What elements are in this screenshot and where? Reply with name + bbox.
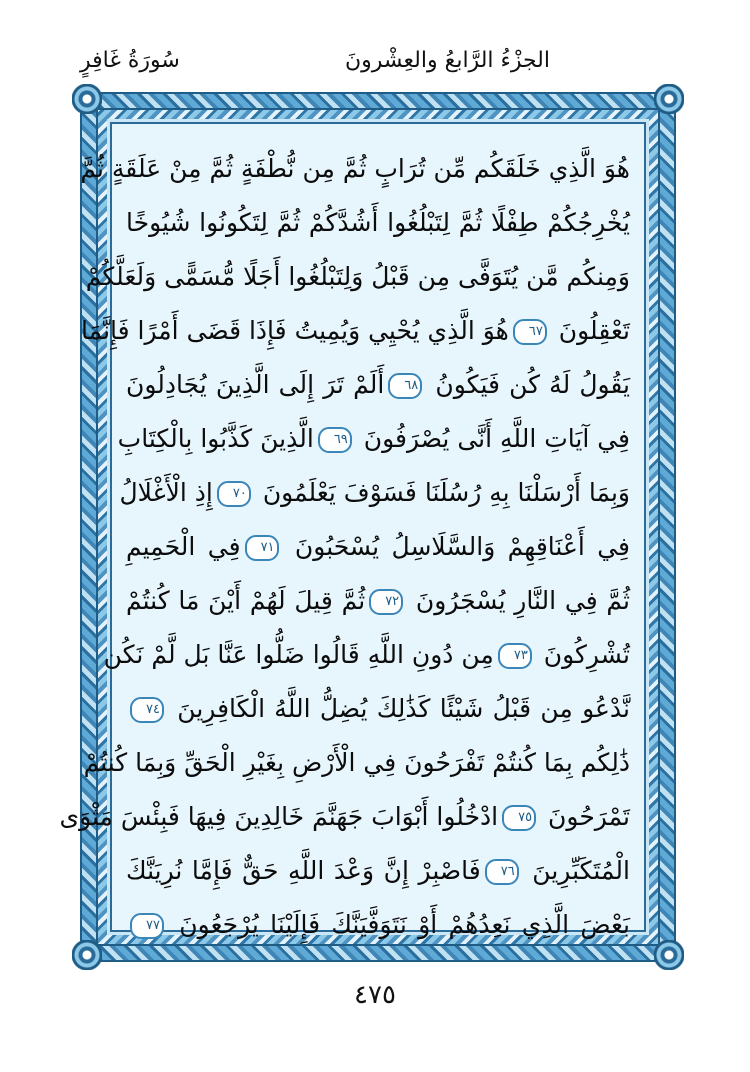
verse-line bbox=[126, 358, 630, 412]
ayah-number-marker: ٧٥ bbox=[502, 805, 536, 831]
verse-text-segment: تَمْرَحُونَ bbox=[540, 802, 630, 831]
page-number: ٤٧٥ bbox=[354, 980, 396, 1010]
verse-line bbox=[81, 304, 630, 358]
verse-line bbox=[83, 736, 630, 790]
verse-line bbox=[126, 520, 630, 574]
verse-text-segment: وَمِنكُم مَّن يُتَوَفَّى مِن قَبْلُ وَلِتَبْلُغُوا أَجَلًا مُّسَمًّى وَلَعَلَّكُمْ bbox=[85, 262, 630, 291]
ayah-number-marker: ٧٦ bbox=[485, 859, 519, 885]
ayah-number-marker: ٦٩ bbox=[318, 427, 352, 453]
ayah-number-marker: ٧٠ bbox=[217, 481, 251, 507]
ayah-number-marker: ٧٧ bbox=[130, 913, 164, 939]
ayah-number-marker: ٧١ bbox=[245, 535, 279, 561]
verse-text-segment: وَبِمَا أَرْسَلْنَا بِهِ رُسُلَنَا فَسَوْفَ يَعْلَمُونَ bbox=[254, 478, 630, 507]
verse-text-segment: يَقُولُ لَهُ كُن فَيَكُونُ bbox=[426, 370, 630, 399]
verse-text-segment: هُوَ الَّذِي خَلَقَكُم مِّن تُرَابٍ ثُمَّ مِن نُّطْفَةٍ ثُمَّ مِنْ عَلَقَةٍ ثُمَّ bbox=[80, 154, 630, 183]
verse-text-segment: هُوَ الَّذِي يُحْيِي وَيُمِيتُ فَإِذَا قَضَى أَمْرًا فَإِنَّمَا bbox=[81, 316, 509, 345]
ayah-number-marker: ٦٨ bbox=[388, 373, 422, 399]
verse-text-segment: مِن دُونِ اللَّهِ قَالُوا ضَلُّوا عَنَّا بَل لَّمْ نَكُن bbox=[103, 640, 494, 669]
frame-border bbox=[59, 108, 660, 946]
verse-text-segment: الَّذِينَ كَذَّبُوا بِالْكِتَابِ bbox=[117, 424, 314, 453]
verse-line bbox=[126, 196, 630, 250]
verse-text-segment: أَلَمْ تَرَ إِلَى الَّذِينَ يُجَادِلُونَ bbox=[126, 370, 385, 399]
ayah-number-marker: ٧٢ bbox=[369, 589, 403, 615]
verse-text-segment: ثُمَّ فِي النَّارِ يُسْجَرُونَ bbox=[407, 586, 631, 615]
verse-text-segment: ثُمَّ قِيلَ لَهُمْ أَيْنَ مَا كُنتُمْ bbox=[126, 586, 366, 615]
verse-text-segment: الْمُتَكَبِّرِينَ bbox=[522, 856, 630, 885]
verse-line bbox=[117, 412, 630, 466]
verse-text-segment: تَعْقِلُونَ bbox=[550, 316, 630, 345]
ayah-number-marker: ٧٤ bbox=[130, 697, 164, 723]
decorative-frame bbox=[59, 92, 676, 962]
verse-text-segment: ذَٰلِكُم بِمَا كُنتُمْ تَفْرَحُونَ فِي الْأَرْضِ بِغَيْرِ الْحَقِّ وَبِمَا كُنتُمْ bbox=[83, 748, 630, 777]
verse-text-segment: يُخْرِجُكُمْ طِفْلًا ثُمَّ لِتَبْلُغُوا أَشُدَّكُمْ ثُمَّ لِتَكُونُوا شُيُوخًا bbox=[126, 208, 630, 237]
verse-text-segment: إِذِ الْأَغْلَالُ bbox=[119, 478, 213, 507]
verse-line bbox=[126, 844, 630, 898]
page-header bbox=[0, 0, 750, 90]
verse-text-segment: نَّدْعُو مِن قَبْلُ شَيْئًا كَذَٰلِكَ يُضِلُّ اللَّهُ الْكَافِرِينَ bbox=[168, 694, 630, 723]
ayah-number-marker: ٦٧ bbox=[513, 319, 547, 345]
verse-line bbox=[103, 628, 630, 682]
verse-text-segment: ادْخُلُوا أَبْوَابَ جَهَنَّمَ خَالِدِينَ فِيهَا فَبِئْسَ مَثْوَى bbox=[59, 802, 499, 831]
verse-line bbox=[126, 574, 630, 628]
verse-text-segment: فِي الْحَمِيمِ bbox=[126, 532, 241, 561]
text-panel bbox=[59, 122, 646, 939]
verse-text-segment: تُشْرِكُونَ bbox=[535, 640, 630, 669]
surah-title: سُورَةُ غَافِرٍ bbox=[80, 48, 180, 73]
verse-line bbox=[85, 250, 630, 304]
verse-line bbox=[119, 466, 630, 520]
verses-text bbox=[59, 142, 631, 939]
verse-line bbox=[126, 898, 630, 952]
ayah-number-marker: ٧٣ bbox=[498, 643, 532, 669]
verse-text-segment: بَعْضَ الَّذِي نَعِدُهُمْ أَوْ نَتَوَفَّيَنَّكَ فَإِلَيْنَا يُرْجَعُونَ bbox=[168, 910, 630, 939]
verse-line bbox=[80, 142, 630, 196]
verse-text-segment: فِي أَعْنَاقِهِمْ وَالسَّلَاسِلُ يُسْحَبُونَ bbox=[282, 532, 630, 561]
verse-text-segment: فَاصْبِرْ إِنَّ وَعْدَ اللَّهِ حَقٌّ فَإِمَّا نُرِيَنَّكَ bbox=[126, 856, 481, 885]
verse-text-segment: فِي آيَاتِ اللَّهِ أَنَّى يُصْرَفُونَ bbox=[355, 424, 630, 453]
juz-title: الجزْءُ الرَّابعُ والعِشْرونَ bbox=[345, 48, 550, 73]
verse-line bbox=[59, 790, 630, 844]
verse-line bbox=[126, 682, 630, 736]
